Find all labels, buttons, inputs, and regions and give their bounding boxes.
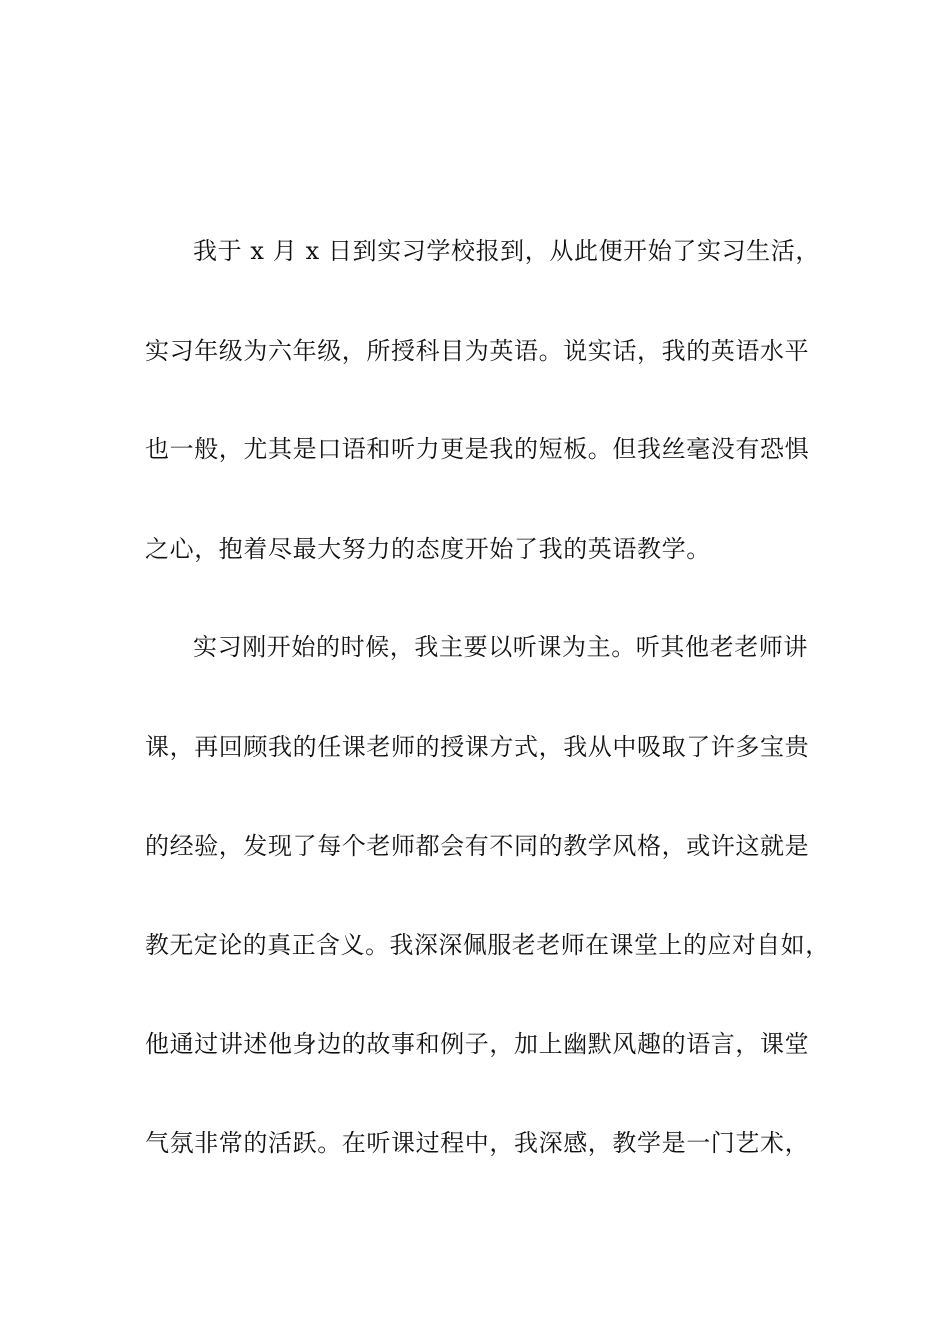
paragraph-2-line-3: 的经验，发现了每个老师都会有不同的教学风格，或许这就是 xyxy=(145,832,810,860)
paragraph-2-line-1: 实习刚开始的时候，我主要以听课为主。听其他老老师讲 xyxy=(193,633,808,661)
paragraph-1-line-1: 我于 x 月 x 日到实习学校报到，从此便开始了实习生活， xyxy=(193,237,820,265)
paragraph-1-line-2: 实习年级为六年级，所授科目为英语。说实话，我的英语水平 xyxy=(145,337,810,365)
paragraph-2-line-5: 他通过讲述他身边的故事和例子，加上幽默风趣的语言，课堂 xyxy=(145,1030,810,1058)
paragraph-1-line-4: 之心，抱着尽最大努力的态度开始了我的英语教学。 xyxy=(145,535,711,563)
paragraph-2-line-6: 气氛非常的活跃。在听课过程中，我深感，教学是一门艺术， xyxy=(145,1129,810,1157)
paragraph-2-line-4: 教无定论的真正含义。我深深佩服老老师在课堂上的应对自如， xyxy=(145,931,830,959)
paragraph-2-line-2: 课，再回顾我的任课老师的授课方式，我从中吸取了许多宝贵 xyxy=(145,733,810,761)
paragraph-1-line-3: 也一般，尤其是口语和听力更是我的短板。但我丝毫没有恐惧 xyxy=(145,435,810,463)
